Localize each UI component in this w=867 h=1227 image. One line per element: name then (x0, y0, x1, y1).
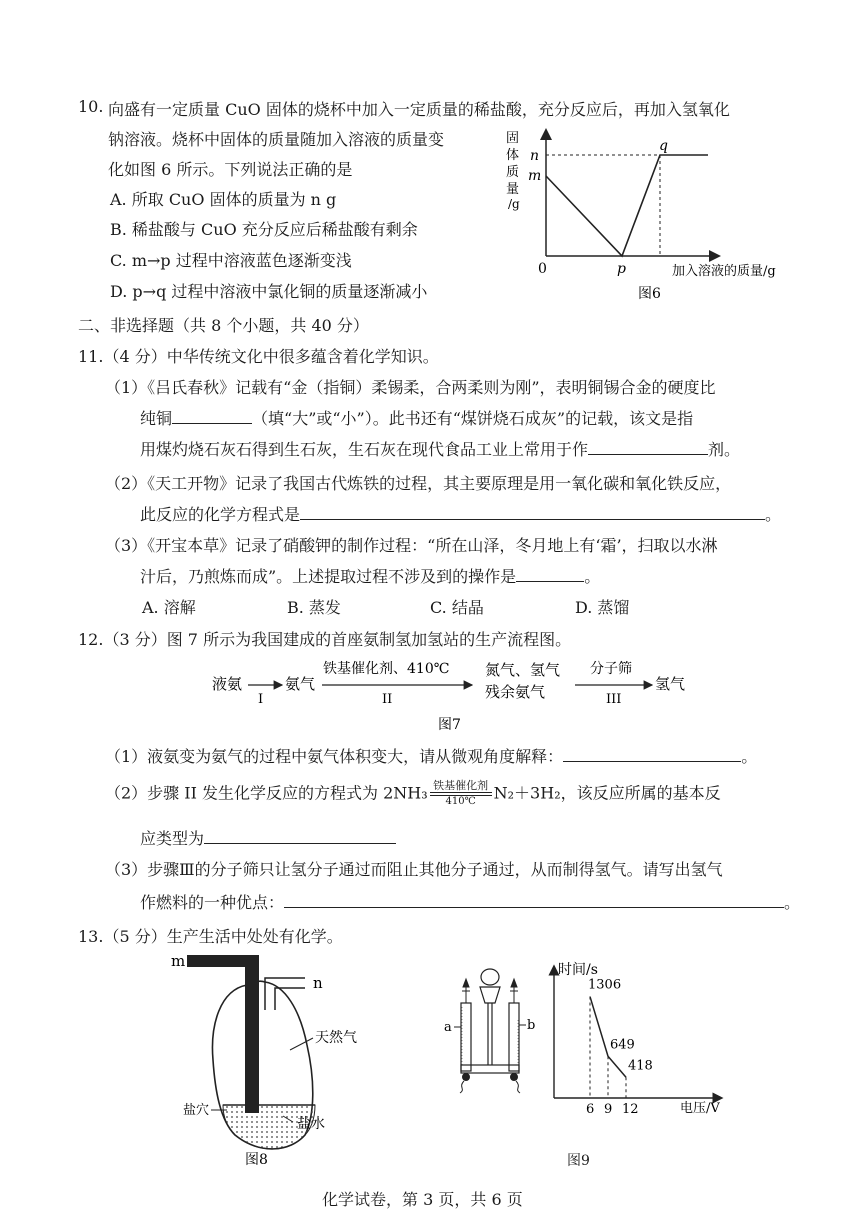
q11-part2-line2-pre: 此反应的化学方程式是 (140, 505, 301, 524)
flow-condition-2: 铁基催化剂、410℃ (323, 661, 450, 677)
fig9-x-tick: 6 (586, 1102, 595, 1117)
q11-part1-line3-post: 剂。 (708, 440, 741, 459)
figure-8-salt-cave (165, 950, 375, 1175)
q12-blank-micro[interactable] (563, 747, 741, 762)
fig6-ylabel-5: /g (508, 197, 520, 211)
fig9-a-label: a (444, 1020, 452, 1035)
q10-option-b: B. 稀盐酸与 CuO 充分反应后稀盐酸有剩余 (110, 220, 418, 239)
fig9-x-tick: 9 (604, 1102, 613, 1117)
q11-part2-line2 (140, 502, 781, 525)
fig9-data-label: 649 (610, 1037, 635, 1053)
section-2-heading: 二、非选择题（共 8 个小题，共 40 分） (78, 316, 369, 335)
q12-part3-line2-pre: 作燃料的一种优点： (140, 893, 285, 912)
q11-part3-line2-pre: 汁后，乃煎炼而成”。上述提取过程不涉及到的操作是 (140, 567, 517, 586)
fig6-m-label: m (528, 168, 542, 184)
flow-condition-3: 分子筛 (590, 661, 632, 677)
fig8-cave-label: 盐穴 (183, 1103, 210, 1118)
q11-part1-line2-post: （填“大”或“小”）。此书还有“煤饼烧石成灰”的记载，该文是指 (252, 409, 694, 428)
q12-part2-line2 (140, 826, 396, 849)
fig6-n-label: n (530, 148, 540, 164)
fig9-b-label: b (527, 1018, 536, 1033)
q12-part3-line2-post: 。 (784, 893, 801, 912)
fig8-n-label: n (313, 974, 323, 992)
q10-stem-line2: 钠溶液。烧杯中固体的质量随加入溶液的质量变 (108, 130, 445, 149)
q11-blank-agent[interactable] (588, 440, 708, 455)
flow-step-1-label: I (258, 692, 264, 707)
fig6-q-label: q (659, 138, 668, 154)
fig9-ylabel: 时间/s (558, 962, 598, 978)
fig9-tube-a (461, 1003, 471, 1071)
q11-part3-line1: （3）《开宝本草》记录了硝酸钾的制作过程：“所在山泽，冬月地上有‘霜’，扫取以水淋 (105, 536, 718, 555)
flow-step-2-label: II (382, 692, 393, 707)
q13-head: 13.（5 分）生产生活中处处有化学。 (78, 927, 343, 946)
q11-part1-line2-pre: 纯铜 (140, 409, 173, 428)
q11-part3-line2 (140, 564, 600, 587)
flow-step-3-label: III (606, 692, 622, 707)
q11-part1-line1: （1）《吕氏春秋》记载有“金（指铜）柔锡柔，合两柔则为刚”，表明铜锡合金的硬度比 (105, 378, 716, 397)
fig6-caption: 图6 (638, 286, 661, 302)
flow-liquid-ammonia: 液氨 (212, 675, 243, 693)
q12-part1-pre: （1）液氨变为氨气的过程中氨气体积变大，请从微观角度解释： (105, 747, 564, 766)
q11-blank-equation[interactable] (300, 505, 765, 520)
q11-option-a: A. 溶解 (142, 598, 196, 617)
figure-9-electrolysis-apparatus (440, 965, 540, 1095)
q11-blank-hardness[interactable] (172, 409, 252, 424)
figure-9-chart (540, 960, 740, 1120)
q10-number: 10. (78, 97, 104, 116)
q11-option-c: C. 结晶 (430, 598, 484, 617)
fig8-brine-label: 盐水 (297, 1116, 325, 1132)
flow-ammonia-gas: 氨气 (285, 675, 316, 693)
flow-products-line2: 残余氨气 (485, 683, 546, 701)
q12-part3-line2 (140, 890, 800, 913)
q10-stem-line1: 向盛有一定质量 CuO 固体的烧杯中加入一定质量的稀盐酸，充分反应后，再加入氢氧化 (108, 100, 730, 119)
q12-temperature-label: 410℃ (445, 796, 476, 807)
fig8-gas-label: 天然气 (315, 1030, 357, 1046)
q12-part2-post: N₂＋3H₂，该反应所属的基本反 (493, 783, 721, 803)
fig8-m-label: m (171, 952, 186, 970)
q12-part2-line2-pre: 应类型为 (140, 829, 205, 848)
fig9-data-label: 1306 (588, 977, 622, 993)
q11-option-d: D. 蒸馏 (575, 598, 630, 617)
fig6-ylabel-3: 质 (506, 165, 520, 180)
figure-9-caption: 图9 (567, 1153, 590, 1169)
q12-part1 (105, 744, 757, 767)
q10-option-c: C. m→p 过程中溶液蓝色逐渐变浅 (110, 251, 352, 270)
fig6-xlabel: 加入溶液的质量/g (672, 264, 776, 279)
q11-part2-line1: （2）《天工开物》记录了我国古代炼铁的过程，其主要原理是用一氧化碳和氧化铁反应， (105, 474, 732, 493)
fig9-data-label: 418 (628, 1058, 653, 1074)
fig8-pipe-m (245, 955, 259, 1113)
q11-part1-line2 (140, 406, 693, 429)
flow-hydrogen: 氢气 (655, 675, 686, 693)
fig9-funnel-bulb (481, 969, 499, 985)
fig6-ylabel-4: 量 (506, 182, 520, 197)
q11-option-b: B. 蒸发 (287, 598, 341, 617)
q11-head: 11.（4 分）中华传统文化中很多蕴含着化学知识。 (78, 347, 439, 366)
figure-7-caption: 图7 (438, 717, 461, 733)
figure-6-graph (500, 126, 800, 306)
fig6-ylabel-2: 体 (506, 148, 520, 163)
q11-part3-line2-post: 。 (584, 567, 601, 586)
q12-catalyst-label: 铁基催化剂 (433, 779, 489, 792)
q11-part1-line3 (140, 437, 740, 460)
figure-7-flow (200, 655, 700, 735)
q10-option-d: D. p→q 过程中溶液中氯化铜的质量逐渐减小 (110, 282, 428, 301)
fig6-ylabel-1: 固 (506, 131, 520, 146)
flow-products-line1: 氮气、氢气 (485, 661, 561, 679)
fig6-curve (546, 155, 708, 256)
q12-part1-post: 。 (741, 747, 758, 766)
q11-blank-operation[interactable] (516, 567, 584, 582)
q11-part1-line3-pre: 用煤灼烧石灰石得到生石灰，生石灰在现代食品工业上常用于作 (140, 440, 589, 459)
q12-part2-pre: （2）步骤 II 发生化学反应的方程式为 2NH₃ (105, 783, 428, 803)
q12-blank-advantage[interactable] (284, 893, 784, 908)
q10-stem-line3: 化如图 6 所示。下列说法正确的是 (108, 160, 353, 179)
fig9-marks (586, 978, 653, 1117)
fig9-xlabel: 电压/V (680, 1101, 720, 1116)
q12-head: 12.（3 分）图 7 所示为我国建成的首座氨制氢加氢站的生产流程图。 (78, 630, 572, 649)
fig6-p-label: p (617, 261, 626, 277)
q12-reaction-condition (430, 780, 492, 808)
figure-8-caption: 图8 (245, 1152, 268, 1168)
q12-blank-reaction-type[interactable] (204, 829, 396, 844)
q12-part2-line1 (105, 780, 721, 808)
fig9-tube-b (509, 1003, 519, 1071)
fig9-x-tick: 12 (622, 1102, 639, 1117)
fig6-zero-label: 0 (538, 261, 547, 277)
q12-part3-line1: （3）步骤Ⅲ的分子筛只让氢分子通过而阻止其他分子通过，从而制得氢气。请写出氢气 (105, 860, 723, 879)
page-footer: 化学试卷，第 3 页，共 6 页 (322, 1190, 523, 1209)
q10-option-a: A. 所取 CuO 固体的质量为 n g (110, 190, 337, 209)
q11-part2-line2-post: 。 (765, 505, 782, 524)
